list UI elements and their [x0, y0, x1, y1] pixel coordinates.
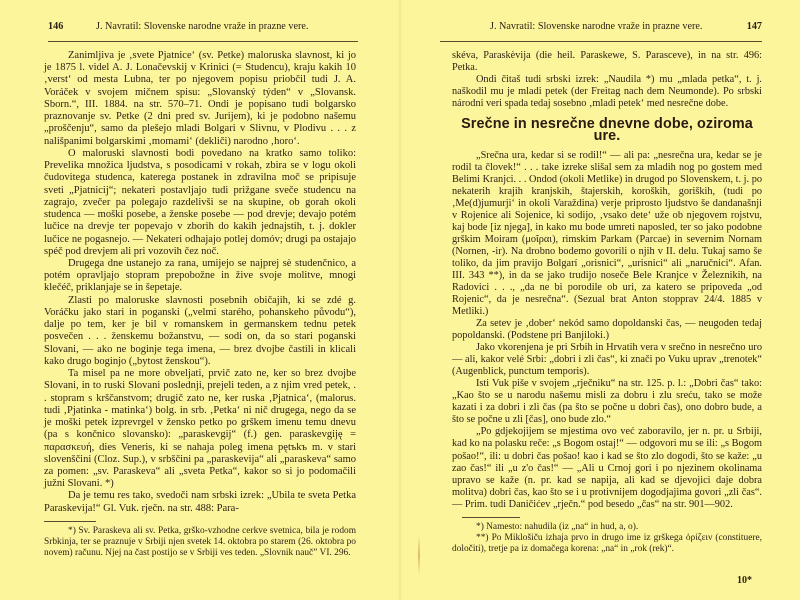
- running-head-title: J. Navratil: Slovenske narodne vraže in prazne vere.: [490, 21, 703, 32]
- signature-mark: 10*: [737, 575, 752, 586]
- footnote: *) Sv. Paraskeva ali sv. Petka, grško-vzhodne cerkve svetnica, bila je rodom Srbkinja, ter se praznuje v Srbiji njen svetek 14. oktobra po starem (26. oktobra po novem) računu. Njej na čast postijo se v Srbiji ves teden. „Slovnik naučˮ VI. 296.: [44, 525, 356, 558]
- paragraph: „Srečna ura, kedar si se rodil!“ — ali pa: „nesrečna ura, kedar se je rodil ta človek!“ . . . take izreke slišal sem za mladih nog po gostem med Belimi Kranjci. . . Ondod (okoli Metlike) in drugod po Slovenskem, t. j. po nekaterih krajih kranjskih, štajerskih, koroških, goriških, (tudi po ‚Me(d)jumurji‘ in okoli Varaždina) verje priprosto ljudstvo še dandanašnji v Rojenice ali Sojenice, ki sodijo, ‚vsako dete‘ uže ob njegovem rojstvu, kaj bode [iz njega], in kako mu bode umreti naposled, ter so jako podobne grškim Moiram (μοῖραι), rimskim Parkam (Parcae) in severnim Nornam (Nornen, -ir). Na drobno bodemo govorili o njih v II. delu. Tukaj samo še toliko, da jim pravijo Bolgarí „orisnici“, „urisnici“ ali „naručnici“. Afan. III. 343 **), in da se jako trudijo noseče Bele Kranjce v Železnikih, na Radovici . . ., „da ne bi porodile ob uri, za katero se pripoveda „od Rojenic“, da je nesrečna“. (Sezual brat Anton stopprav 24/4. 1885 v Metliki.): [452, 150, 762, 318]
- left-body-text: [44, 50, 356, 559]
- paragraph: O maloruski slavnosti bodi povedano na kratko samo toliko: Prevelika množica ljudstva, s posodicami v rokah, zbira se v logu okoli čudovitega studenca, katerega postanek in zdravilna moč se pripisuje sveti „Pjatnicij“; nekateri postavljajo tudi prižgane sveče studencu na zagrajo, zvečer pa polegajo razdelivši se na skupine, ob gorah okoli studenca — moški posebe, a ženske posebe — pod drevje; devajo potém lučice na drevje ter popevajo v zborih do kakih jednajstih, t. j. dokler lučice ne pogasnejo. — Nekateri odhajajo potlej domóv; drugi pa ostajajo spéč pod drevjem ali pri vozovih čez noč.: [44, 147, 356, 257]
- running-head-title: J. Navratil: Slovenske narodne vraže in prazne vere.: [96, 21, 309, 32]
- paragraph: Zanimljiva je ‚svete Pjatnice‘ (sv. Petke) maloruska slavnost, ki jo je 1875 l. videl A. J. Lonačevskij v Krinici (= Studencu), kraju kakih 10 ‚verst‘ od mesta Lubna, ter po njegovem popisu priobčil tudi J. A. Voráček v svojem mičnem spisu: „Slovanský týden“ v „Slovansk. Sborn.“, III. 1884. na str. 570–71. Ondi je popisano tudi bolgarsko praznovanje sv. Petke (2 dni pred sv. Jurijem), ki je podobno našemu „proščenju“, samo da plešejo mladi Bolgari v Slivnu, v Plodivu . . . z nališpanimi bolgarskimi ‚momami‘ (dekliči) narodno ‚horo‘.: [44, 50, 356, 147]
- footnote: *) Namesto: nahudila (iz „na“ in hud, a, o).: [476, 521, 639, 532]
- paragraph: skéva, Paraskèvija (die heil. Paraskewe, S. Parasceve), in na str. 496: Petka.: [452, 50, 762, 74]
- paragraph: Za setev je ‚dober‘ nekód samo dopoldanski čas, — neugoden tedaj popoldanski. (Podstene pri Banjiloki.): [452, 318, 762, 342]
- paragraph: Da je temu res tako, svedoči nam srbski izrek: „Ubila te sveta Petka Paraskevija!“ Gl. Vuk. rječn. na str. 488: Para-: [44, 490, 356, 514]
- page-number: 147: [746, 21, 762, 32]
- paragraph: Isti Vuk piše v svojem „rječniku“ na str. 125. p. l.: „Dobri čas“ tako: „Kao što se u narodu našemu misli za dobru i zlu sreću, tako se može kazati i za dobri i zli čas (pa što se počne u dobri čas), ono dobro bude, a što se počne u zli [čas], ono bude zlo.“: [452, 378, 762, 426]
- footnotes: [452, 522, 762, 555]
- footnote: **) Po Miklošiču izhaja prvo in drugo ime iz grškega ὁρίζειν (constituere, določiti), tretje pa iz domačega korena: „na“ in „rok (rek)“.: [452, 532, 762, 554]
- paragraph: Jako vkorenjena je pri Srbih in Hrvatih vera v srečno in nesrečno uro — ali, kakor velé Srbi: „dobri i zli čas“, ki znači po Vuku uprav „trenotek“ (Augenblick, punctum temporis).: [452, 342, 762, 378]
- right-page: [400, 0, 800, 600]
- paragraph: „Po gdjekojijem se mjestima ovo već zaboravilo, jer n. pr. u Srbiji, kad ko na polasku reče: „s Bogom ostaj!“ — odgovori mu se ili: „s Bogom pošao!“, ili: u dobri čas pošao! kao i kad se što zlo dogodi, što se kaže: „u zao čas!“ ili „u z'o čas!“ — „Ali u Crnoj gori i po njezinem okolinama upravo se kaže (n. pr. kad se napija, ali kad se djevojici daje dobra molitva) dobri čas, kao što se i u protivnijem dogodjajima govori „zli čas“. — Prim. tudi Daničićev „rječn.“ pod besedo „čas“ na str. 901—902.: [452, 426, 762, 510]
- footnote-rule: [462, 517, 520, 518]
- paragraph: Ondi čitaš tudi srbski izrek: „Naudila *) mu „mlada petka“, t. j. naškodil mu je mladi petek (der Freitag nach dem Neumonde). Po srbski národni veri spada tedaj sosebno ‚mladi petek‘ med nesrečne dobe.: [452, 74, 762, 110]
- page-number: 146: [48, 21, 64, 32]
- paragraph: Zlasti po maloruske slavnosti posebnih običajih, ki se zdé g. Voráčku jako stari in poganski („velmi starého, pohanskeho původu“), dalje po tem, ker je bil v romanskem in germanskem tednu petek posvečen . . . ženskemu božanstvu, — sodi on, da so stari poganski Slovani, — ako ne boginje tega imena, — brez dvojbe častili in klicali kako drugo boginjo („bytost ženskou“).: [44, 294, 356, 367]
- header-rule: [48, 41, 358, 42]
- paragraph: Drugega dne ustanejo za rana, umijejo se najprej sè studenčnico, a potém opravljajo stopram prepobožne in žive svoje molitve, mnogi klečéč, priklanjaje se in šepetaje.: [44, 257, 356, 294]
- right-body-text: [452, 50, 762, 555]
- header-rule: [440, 41, 762, 42]
- footnote-rule: [44, 521, 96, 522]
- footnotes: [44, 526, 356, 559]
- section-heading: Srečne in nesrečne dnevne dobe, oziroma ure.: [461, 116, 753, 145]
- paragraph: Ta misel pa ne more obveljati, prvič zato ne, ker so brez dvojbe Slovani, in to ruski Slovani poslednji, prejeli teden, a z njim vred petek, . . stopram s krščanstvom; drugič zato ne, ker ruska ‚Pjatnica‘, (malorus. tudi ‚Pjatinka - matinka‘) bolg. in srb. ‚Petka‘ ni nič drugega, nego da se je moški petek izprevrgel v žensko petko po grškem imenu temu dnevu (pa s končnico slovansko): „paraskevgij“ (f.) gen. paraskevgiję = παρασκευή, dies Veneris, ki se nahaja poleg imena pętъkъ m. v stari slovenščini (Cloz. Sup.), v srbščini pa „paraskevija“ ali „paraskeva“ samo za pomen: „sv. Paraskeva“ ali „sveta Petka“, kakor so si jo podomačili južni Slovani. *): [44, 368, 356, 490]
